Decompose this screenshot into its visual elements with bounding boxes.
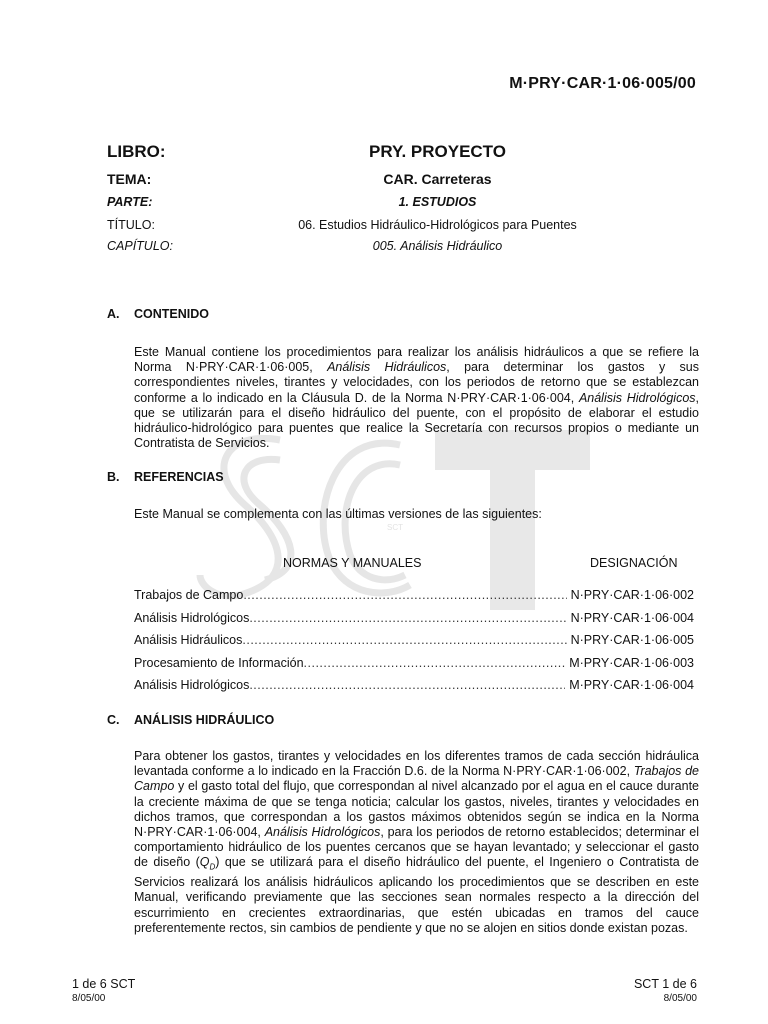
- reference-name: Análisis Hidrológicos: [134, 678, 250, 692]
- section-c-text-4: ) que se utilizará para el diseño hidráulico del puente, el Ingeniero o Contratista de Servicios realizará los análisis hidráulicos aplicando los procedimientos que se describen en este Manual, verificando previamente que las secciones sean normales respecto a la dirección del escurrimiento en crecientes extraordinarias, que estén ubicadas en tramos del cauce preferentemente rectos, sin cambios de pendiente y que no se alojen en sitios donde existan pozas.: [134, 855, 699, 935]
- footer-left-date: 8/05/00: [72, 993, 106, 1004]
- references-col-left-header: NORMAS Y MANUALES: [283, 556, 422, 570]
- section-c-text-3: , para los periodos de retorno establecidos; determinar el comportamiento hidráulico de los puentes cercanos que se hayan levantado; y seleccionar el gasto de diseño (: [134, 825, 699, 870]
- section-a-italic-1: Análisis Hidráulicos: [327, 360, 447, 375]
- section-a-text-1: Este Manual contiene los procedimientos para realizar los análisis hidráulicos a que se refiere la Norma N·PRY·CAR·1·06·005,: [134, 345, 699, 375]
- libro-label: LIBRO:: [107, 142, 166, 161]
- reference-code: M·PRY·CAR·1·06·004: [569, 678, 694, 692]
- footer-right: [634, 977, 697, 991]
- leader-dots: [243, 588, 566, 602]
- footer-right-org: SCT: [633, 977, 659, 991]
- footer-right-date: 8/05/00: [663, 993, 697, 1004]
- section-a-italic-2: Análisis Hidrológicos: [578, 390, 696, 405]
- section-c-letter: C.: [107, 713, 120, 727]
- section-c-paragraph: [134, 749, 699, 936]
- reference-row: [134, 588, 694, 602]
- section-c-italic-2: Análisis Hidrológicos: [264, 825, 381, 840]
- section-a-text-3: , que se utilizarán para el diseño hidráulico del puente, con el propósito de elaborar el estudio hidráulico-hidrológico para puentes que realice la Secretaría con recursos propios o mediante un Contratista de Servicios.: [134, 390, 700, 451]
- reference-row: [134, 678, 694, 692]
- parte-label: PARTE:: [107, 195, 153, 209]
- section-a-text-2: , para determinar los gastos y sus correspondientes niveles, tirantes y velocidades, con los periodos de retorno que se establezcan conforme a lo indicado en la Cláusula D. de la Norma N·PRY·CAR·1·06·004,: [134, 360, 699, 405]
- libro-value: PRY. PROYECTO: [369, 142, 506, 161]
- reference-name: Análisis Hidrológicos: [134, 611, 250, 625]
- reference-name: Trabajos de Campo: [134, 588, 244, 602]
- reference-code: N·PRY·CAR·1·06·002: [570, 588, 694, 602]
- titulo-value: 06. Estudios Hidráulico-Hidrológicos para Puentes: [298, 218, 577, 232]
- references-col-right-header: DESIGNACIÓN: [590, 556, 678, 570]
- section-c-heading: [107, 713, 274, 727]
- section-b-title: REFERENCIAS: [134, 470, 224, 484]
- section-b-heading: [107, 470, 224, 484]
- design-flow-subscript: D: [209, 862, 216, 872]
- design-flow-symbol: Q: [199, 855, 210, 870]
- leader-dots: [304, 656, 566, 670]
- reference-code: M·PRY·CAR·1·06·003: [569, 656, 694, 670]
- reference-row: [134, 611, 694, 625]
- footer-left: [72, 977, 135, 991]
- section-a-heading: [107, 307, 209, 321]
- footer-left-page: 1 de 6: [72, 977, 107, 991]
- section-b-intro: Este Manual se complementa con las últimas versiones de las siguientes:: [134, 507, 542, 521]
- reference-row: [134, 633, 694, 647]
- section-a-title: CONTENIDO: [134, 307, 209, 321]
- capitulo-value: 005. Análisis Hidráulico: [372, 239, 503, 253]
- section-b-letter: B.: [107, 470, 120, 484]
- section-c-text-1: Para obtener los gastos, tirantes y velocidades en los diferentes tramos de cada sección hidráulica levantada conforme a lo indicado en la Fracción D.6. de la Norma N·PRY·CAR·1·06·002,: [134, 749, 699, 779]
- footer-right-page: 1 de 6: [662, 977, 697, 991]
- reference-code: N·PRY·CAR·1·06·005: [570, 633, 694, 647]
- section-a-paragraph: [134, 345, 699, 451]
- reference-name: Análisis Hidráulicos: [134, 633, 243, 647]
- document-code: M·PRY·CAR·1·06·005/00: [509, 75, 696, 92]
- capitulo-label: CAPÍTULO:: [107, 239, 173, 253]
- section-c-italic-1: Trabajos de Campo: [134, 764, 699, 794]
- reference-row: [134, 656, 694, 670]
- leader-dots: [242, 633, 566, 647]
- section-c-text-2: y el gasto total del flujo, que correspondan al nivel alcanzado por el agua en el cauce durante la creciente máxima de que se tenga noticia; calcular los gastos, niveles, tirantes y velocidades en dichos tramos, que correspondan a los gastos máximos obtenidos según se indica en la Norma N·PRY·CAR·1·06·004,: [134, 779, 699, 840]
- section-c-title: ANÁLISIS HIDRÁULICO: [134, 713, 275, 727]
- parte-value: 1. ESTUDIOS: [398, 195, 477, 209]
- titulo-label: TÍTULO:: [107, 218, 155, 232]
- reference-code: N·PRY·CAR·1·06·004: [570, 611, 694, 625]
- leader-dots: [249, 678, 565, 692]
- section-a-letter: A.: [107, 307, 120, 321]
- tema-value: CAR. Carreteras: [383, 171, 492, 187]
- watermark-text: SCT: [387, 523, 403, 532]
- tema-label: TEMA:: [107, 171, 152, 187]
- reference-name: Procesamiento de Información: [134, 656, 304, 670]
- leader-dots: [249, 611, 566, 625]
- footer-left-org: SCT: [110, 977, 136, 991]
